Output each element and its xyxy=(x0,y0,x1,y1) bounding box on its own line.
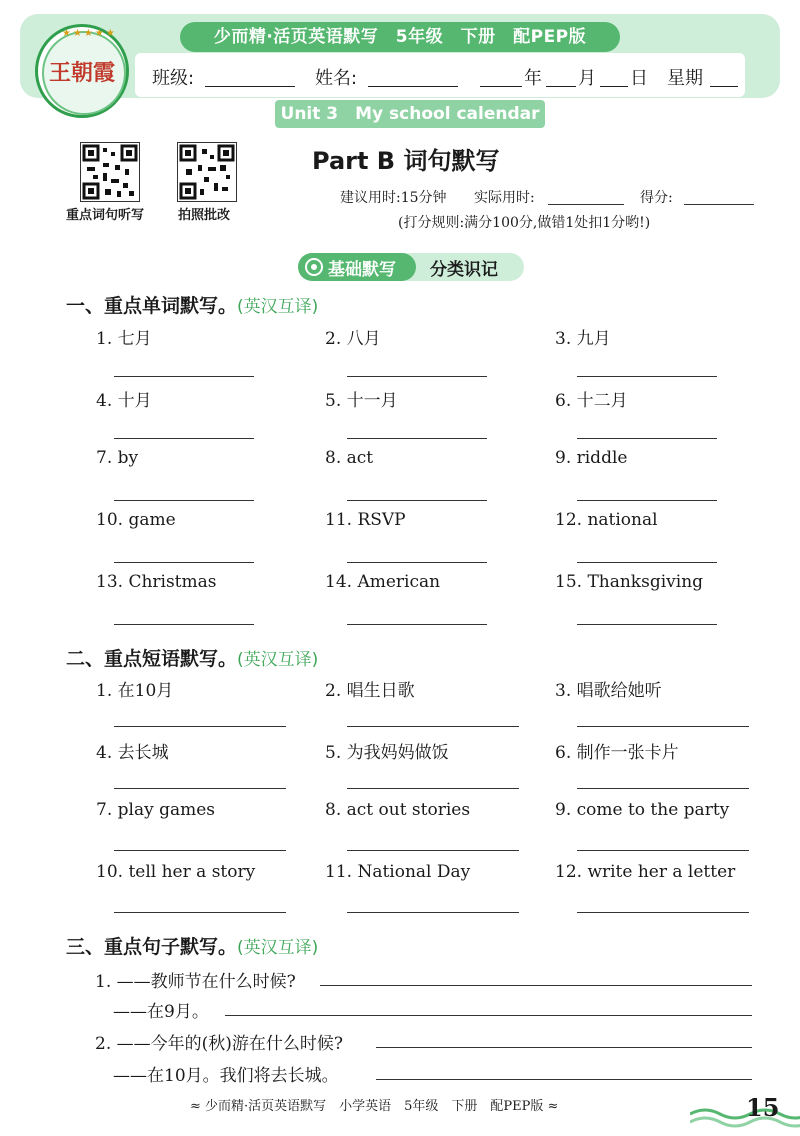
series-title: 少而精·活页英语默写 5年级 下册 配PEP版 xyxy=(213,27,587,47)
page-title: Part B 词句默写 xyxy=(312,147,500,175)
class-field[interactable] xyxy=(205,86,295,87)
section1-heading xyxy=(66,291,318,318)
answer-line[interactable] xyxy=(347,788,519,789)
dictation-item: 11. National Day xyxy=(325,862,471,882)
tag-sub: 分类识记 xyxy=(430,260,498,280)
dictation-item: 5. 为我妈妈做饭 xyxy=(325,743,449,763)
dictation-item: 15. Thanksgiving xyxy=(555,572,704,592)
dictation-item: 1. 在10月 xyxy=(96,681,174,701)
year-field[interactable] xyxy=(480,86,522,87)
answer-line[interactable] xyxy=(114,850,286,851)
section2-heading xyxy=(66,644,318,671)
section3-title: 三、重点句子默写。 xyxy=(66,936,238,958)
footer-text: ≈ 少而精·活页英语默写 小学英语 5年级 下册 配PEP版 ≈ xyxy=(190,1099,559,1114)
dictation-item: 3. 唱歌给她听 xyxy=(555,681,662,701)
actual-time-label: 实际用时: xyxy=(474,190,535,206)
dictation-item: 9. riddle xyxy=(555,448,628,468)
dictation-item: 7. by xyxy=(96,448,139,468)
logo-stars-icon: ★★★★★ xyxy=(62,28,117,39)
logo-text: 王朝霞 xyxy=(48,60,115,86)
dictation-item: 11. RSVP xyxy=(325,510,406,530)
answer-line[interactable] xyxy=(114,562,254,563)
answer-line[interactable] xyxy=(577,438,717,439)
suggested-time: 建议用时:15分钟 xyxy=(340,190,447,206)
answer-line[interactable] xyxy=(114,376,254,377)
weekday-field[interactable] xyxy=(710,86,738,87)
qr-code-icon[interactable] xyxy=(80,142,140,202)
section2-title: 二、重点短语默写。 xyxy=(66,648,238,670)
qr-label-dictation: 重点词句听写 xyxy=(66,208,145,223)
dictation-item: 6. 制作一张卡片 xyxy=(555,743,679,763)
sentence-question: 1. ——教师节在什么时候? xyxy=(95,972,296,992)
sentence-answer: ——在9月。 xyxy=(113,1002,209,1022)
answer-line[interactable] xyxy=(577,562,717,563)
scoring-rule: (打分规则:满分100分,做错1处扣1分哟!) xyxy=(398,215,651,231)
dictation-item: 8. act out stories xyxy=(325,800,471,820)
answer-line[interactable] xyxy=(114,912,286,913)
name-field[interactable] xyxy=(368,86,458,87)
page-number: 15 xyxy=(746,1093,780,1122)
dictation-item: 14. American xyxy=(325,572,441,592)
dictation-item: 2. 八月 xyxy=(325,329,381,349)
score-label: 得分: xyxy=(640,190,673,206)
section-tag xyxy=(298,253,524,281)
page-wave-decoration xyxy=(690,1102,800,1132)
weekday-label: 星期 xyxy=(667,68,703,89)
answer-line[interactable] xyxy=(114,438,254,439)
section1-hint: (英汉互译) xyxy=(237,297,319,317)
answer-line[interactable] xyxy=(347,912,519,913)
dictation-item: 2. 唱生日歌 xyxy=(325,681,415,701)
dictation-item: 5. 十一月 xyxy=(325,391,398,411)
answer-line[interactable] xyxy=(347,850,519,851)
answer-line[interactable] xyxy=(347,376,487,377)
qr-label-correction: 拍照批改 xyxy=(178,208,231,223)
answer-line[interactable] xyxy=(225,1015,752,1016)
month-label: 月 xyxy=(578,68,596,89)
answer-line[interactable] xyxy=(376,1047,752,1048)
actual-time-field[interactable] xyxy=(548,204,624,205)
dictation-item: 13. Christmas xyxy=(96,572,217,592)
answer-line[interactable] xyxy=(577,624,717,625)
answer-line[interactable] xyxy=(114,624,254,625)
answer-line[interactable] xyxy=(577,850,749,851)
answer-line[interactable] xyxy=(347,624,487,625)
footer-rule xyxy=(0,1082,800,1083)
dictation-item: 12. national xyxy=(555,510,658,530)
section3-heading xyxy=(66,932,318,959)
tag-main: 基础默写 xyxy=(328,260,396,280)
dictation-item: 3. 九月 xyxy=(555,329,611,349)
dictation-item: 10. tell her a story xyxy=(96,862,256,882)
qr-code-icon[interactable] xyxy=(177,142,237,202)
day-field[interactable] xyxy=(600,86,628,87)
dictation-item: 8. act xyxy=(325,448,374,468)
answer-line[interactable] xyxy=(114,788,286,789)
name-label: 姓名: xyxy=(315,68,358,89)
answer-line[interactable] xyxy=(577,500,717,501)
dictation-item: 4. 十月 xyxy=(96,391,152,411)
answer-line[interactable] xyxy=(347,726,519,727)
section2-hint: (英汉互译) xyxy=(237,650,319,670)
dictation-item: 12. write her a letter xyxy=(555,862,736,882)
sentence-question: 2. ——今年的(秋)游在什么时候? xyxy=(95,1034,344,1054)
dictation-item: 9. come to the party xyxy=(555,800,730,820)
answer-line[interactable] xyxy=(320,985,752,986)
dictation-item: 10. game xyxy=(96,510,176,530)
class-label: 班级: xyxy=(152,68,195,89)
answer-line[interactable] xyxy=(347,562,487,563)
unit-title: Unit 3 My school calendar xyxy=(280,104,540,124)
day-label: 日 xyxy=(630,68,648,89)
answer-line[interactable] xyxy=(577,376,717,377)
month-field[interactable] xyxy=(546,86,576,87)
section1-title: 一、重点单词默写。 xyxy=(66,295,238,317)
score-field[interactable] xyxy=(684,204,754,205)
dictation-item: 6. 十二月 xyxy=(555,391,628,411)
answer-line[interactable] xyxy=(347,500,487,501)
answer-line[interactable] xyxy=(114,500,254,501)
answer-line[interactable] xyxy=(577,726,749,727)
answer-line[interactable] xyxy=(376,1079,752,1080)
answer-line[interactable] xyxy=(347,438,487,439)
dictation-item: 7. play games xyxy=(96,800,216,820)
answer-line[interactable] xyxy=(114,726,286,727)
answer-line[interactable] xyxy=(577,912,749,913)
dictation-item: 1. 七月 xyxy=(96,329,152,349)
student-info-box xyxy=(135,53,745,97)
dictation-item: 4. 去长城 xyxy=(96,743,169,763)
section3-hint: (英汉互译) xyxy=(237,938,319,958)
year-label: 年 xyxy=(524,68,542,89)
sentence-answer: ——在10月。我们将去长城。 xyxy=(113,1066,339,1086)
answer-line[interactable] xyxy=(577,788,749,789)
